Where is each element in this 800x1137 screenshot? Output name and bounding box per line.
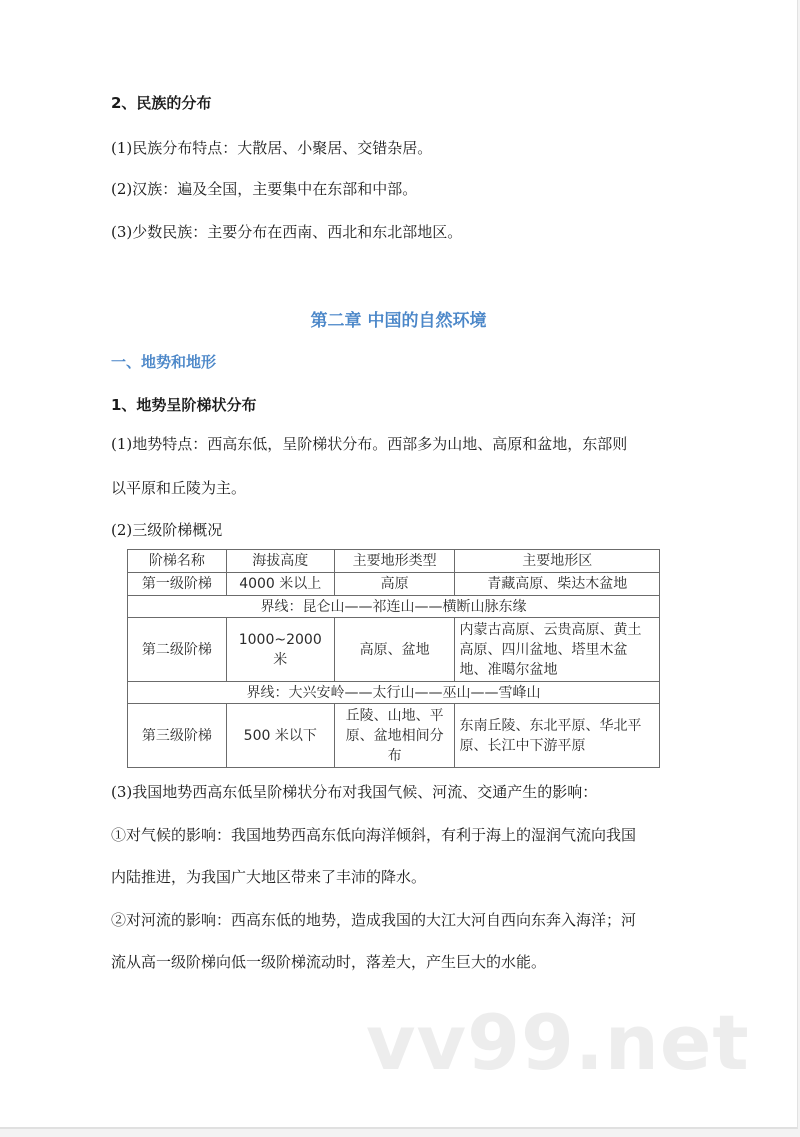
table-cell: 第二级阶梯 bbox=[128, 618, 227, 682]
table-cell: 青藏高原、柴达木盆地 bbox=[455, 573, 660, 596]
ethnic-item-1: (1)民族分布特点：大散居、小聚居、交错杂居。 bbox=[111, 139, 433, 157]
ethnic-item-2: (2)汉族：遍及全国，主要集中在东部和中部。 bbox=[111, 180, 418, 198]
table-row bbox=[128, 704, 660, 768]
table-header-cell: 主要地形区 bbox=[455, 550, 660, 573]
table-cell: 第一级阶梯 bbox=[128, 573, 227, 596]
table-header-row bbox=[128, 550, 660, 573]
river-impact-line-2: 流从高一级阶梯向低一级阶梯流动时，落差大，产生巨大的水能。 bbox=[111, 953, 547, 971]
table-cell: 界线：大兴安岭——太行山——巫山——雪峰山 bbox=[128, 682, 660, 704]
terrain-point-2: (2)三级阶梯概况 bbox=[111, 521, 223, 539]
table-header-cell: 主要地形类型 bbox=[334, 550, 455, 573]
chapter-title: 第二章 中国的自然环境 bbox=[310, 311, 487, 331]
section-heading-ethnic: 2、民族的分布 bbox=[111, 94, 212, 112]
table-cell: 1000~2000 米 bbox=[226, 618, 334, 682]
watermark: vv99.net bbox=[366, 998, 750, 1087]
table-boundary-row bbox=[128, 682, 660, 704]
table-header-cell: 阶梯名称 bbox=[128, 550, 227, 573]
table-boundary-row bbox=[128, 596, 660, 618]
climate-impact-line-2: 内陆推进，为我国广大地区带来了丰沛的降水。 bbox=[111, 868, 427, 886]
table-row bbox=[128, 573, 660, 596]
table-cell: 高原 bbox=[334, 573, 455, 596]
river-impact-line-1: ②对河流的影响：西高东低的地势，造成我国的大江大河自西向东奔入海洋；河 bbox=[111, 911, 637, 929]
terrain-point-1-line-1: (1)地势特点：西高东低，呈阶梯状分布。西部多为山地、高原和盆地，东部则 bbox=[111, 435, 628, 453]
three-steps-table bbox=[127, 549, 660, 768]
table-cell: 丘陵、山地、平原、盆地相间分布 bbox=[334, 704, 455, 768]
table-row bbox=[128, 618, 660, 682]
table-cell: 界线：昆仑山——祁连山——横断山脉东缘 bbox=[128, 596, 660, 618]
section-heading-terrain: 一、地势和地形 bbox=[111, 353, 217, 371]
table-cell: 内蒙古高原、云贵高原、黄土高原、四川盆地、塔里木盆地、准噶尔盆地 bbox=[455, 618, 660, 682]
table-cell: 高原、盆地 bbox=[334, 618, 455, 682]
climate-impact-line-1: ①对气候的影响：我国地势西高东低向海洋倾斜，有利于海上的湿润气流向我国 bbox=[111, 826, 637, 844]
ethnic-item-3: (3)少数民族：主要分布在西南、西北和东北部地区。 bbox=[111, 223, 463, 241]
impact-point-3: (3)我国地势西高东低呈阶梯状分布对我国气候、河流、交通产生的影响： bbox=[111, 783, 598, 801]
table-cell: 4000 米以上 bbox=[226, 573, 334, 596]
table-cell: 第三级阶梯 bbox=[128, 704, 227, 768]
table-cell: 500 米以下 bbox=[226, 704, 334, 768]
table-cell: 东南丘陵、东北平原、华北平原、长江中下游平原 bbox=[455, 704, 660, 768]
table-header-cell: 海拔高度 bbox=[226, 550, 334, 573]
terrain-point-1-line-2: 以平原和丘陵为主。 bbox=[111, 479, 247, 497]
subheading-terrain-steps: 1、地势呈阶梯状分布 bbox=[111, 396, 257, 414]
